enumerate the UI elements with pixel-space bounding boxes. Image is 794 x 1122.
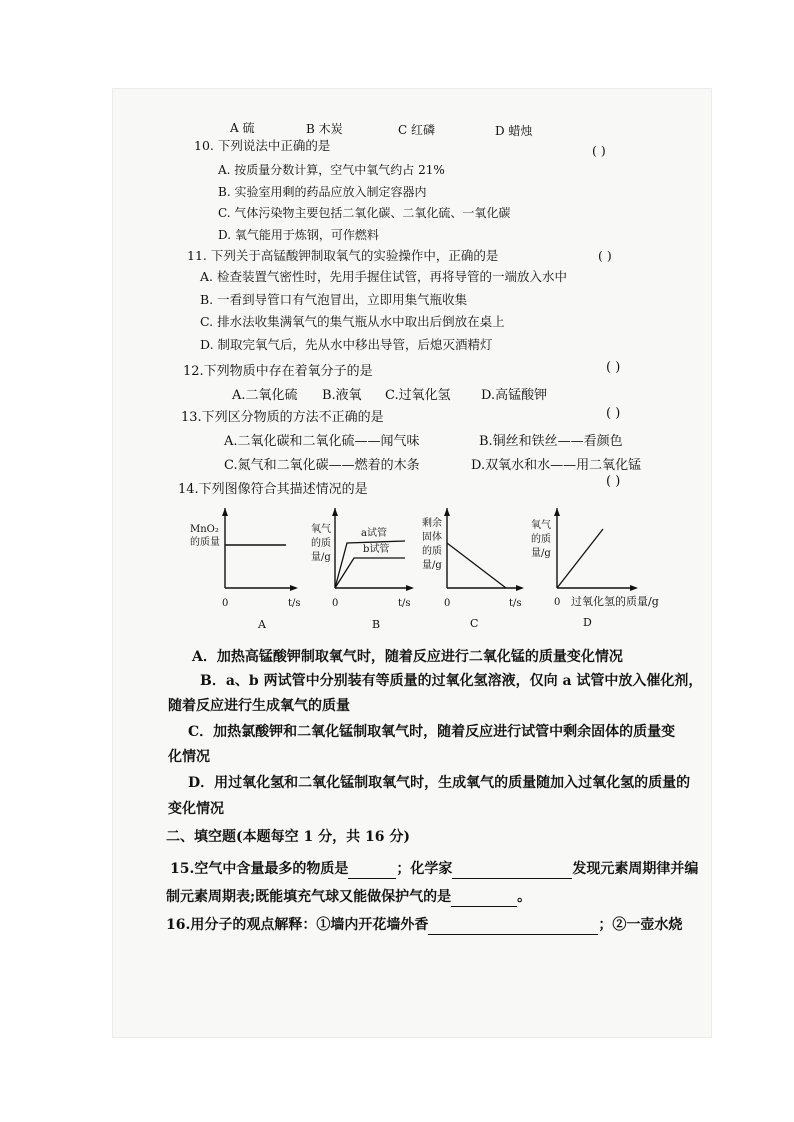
graph-c-xlabel: t/s <box>509 598 522 609</box>
q14-bracket: ( ) <box>606 474 621 489</box>
q14-stem: 14.下列图像符合其描述情况的是 <box>178 482 368 497</box>
q11-option-c: C. 排水法收集满氧气的集气瓶从水中取出后倒放在桌上 <box>200 314 505 329</box>
graph-d-letter: D <box>583 616 592 629</box>
q14-option-d: D．用过氧化氢和二氧化锰制取氧气时，生成氧气的质量随加入过氧化氢的质量的 <box>188 775 691 791</box>
q14-option-c-cont: 化情况 <box>168 749 210 765</box>
q9-option-a: A 硫 <box>230 121 255 135</box>
q15-blank-2[interactable] <box>452 864 572 879</box>
graph-c-letter: C <box>470 617 479 630</box>
graph-c <box>442 508 528 598</box>
graph-d-xlabel: 过氧化氢的质量/g <box>571 595 659 608</box>
graph-b-label-b: b试管 <box>363 544 390 555</box>
q13-option-c: C.氮气和二氧化碳——燃着的木条 <box>224 458 420 473</box>
q10-option-b: B. 实验室用剩的药品应放入制定容器内 <box>218 185 427 199</box>
graph-a-ylabel-1: MnO₂ <box>190 524 219 535</box>
graph-b-ylabel-2: 的质 <box>311 538 331 549</box>
graph-d-ylabel-3: 量/g <box>531 548 551 559</box>
q16-line1: 16.用分子的观点解释：①墙内开花墙外香 ；②一壶水烧 <box>166 917 683 933</box>
graph-c-ylabel-3: 的质 <box>422 546 442 557</box>
graph-d <box>552 508 642 598</box>
q15-line1: 15.空气中含量最多的物质是 ；化学家 发现元素周期律并编 <box>170 861 699 877</box>
q15-blank-1[interactable] <box>348 864 396 879</box>
graph-b-ylabel-1: 氧气 <box>311 524 331 535</box>
graph-c-ylabel-4: 量/g <box>422 560 442 571</box>
graph-b-ylabel-3: 量/g <box>311 552 331 563</box>
graph-c-line <box>447 543 506 588</box>
q14-option-b-cont: 随着反应进行生成氧气的质量 <box>168 698 350 714</box>
q10-stem: 10. 下列说法中正确的是 <box>194 138 331 153</box>
graph-a-letter: A <box>258 618 266 631</box>
q13-stem: 13.下列区分物质的方法不正确的是 <box>181 410 384 425</box>
graph-c-origin: 0 <box>444 598 451 609</box>
section2-title: 二、填空题(本题每空 1 分，共 16 分) <box>166 829 410 845</box>
graph-b-curve-b <box>335 558 405 588</box>
graph-a <box>220 508 300 598</box>
q10-option-d: D. 氧气能用于炼钢，可作燃料 <box>218 228 379 242</box>
graph-a-xlabel: t/s <box>288 598 301 609</box>
graph-c-ylabel-1: 剩余 <box>422 518 442 529</box>
q13-bracket: ( ) <box>606 406 621 421</box>
q13-option-d: D.双氧水和水——用二氧化锰 <box>471 458 642 473</box>
q12-stem: 12.下列物质中存在着氧分子的是 <box>183 364 373 379</box>
q10-option-a: A. 按质量分数计算，空气中氧气约占 21% <box>218 163 445 177</box>
q11-option-d: D. 制取完氧气后，先从水中移出导管，后熄灭酒精灯 <box>200 337 493 352</box>
q10-bracket: ( ) <box>592 143 606 158</box>
q9-option-d: D 蜡烛 <box>495 124 533 138</box>
q15-blank-3[interactable] <box>451 892 517 907</box>
graph-b-letter: B <box>372 618 381 631</box>
q14-option-c: C．加热氯酸钾和二氧化锰制取氧气时，随着反应进行试管中剩余固体的质量变 <box>188 724 676 740</box>
q16-blank-1[interactable] <box>428 920 598 935</box>
q15-line2: 制元素周期表;既能填充气球又能做保护气的是 。 <box>166 889 532 905</box>
q12-option-d: D.高锰酸钾 <box>481 388 548 403</box>
q13-option-a: A.二氧化碳和二氧化硫——闻气味 <box>224 434 420 449</box>
graph-b-label-a: a试管 <box>361 528 387 539</box>
q9-option-b: B 木炭 <box>306 122 343 136</box>
q11-stem: 11. 下列关于高锰酸钾制取氧气的实验操作中，正确的是 <box>187 248 499 263</box>
q14-option-b: B．a、b 两试管中分别装有等质量的过氧化氢溶液，仅向 a 试管中放入催化剂， <box>200 673 703 689</box>
graph-a-origin: 0 <box>222 598 229 609</box>
q12-option-c: C.过氧化氢 <box>385 388 451 403</box>
graph-d-ylabel-2: 的质 <box>531 534 551 545</box>
q12-bracket: ( ) <box>606 360 621 375</box>
graph-b-xlabel: t/s <box>398 598 411 609</box>
graph-a-ylabel-2: 的质量 <box>190 537 220 548</box>
q14-option-a: A．加热高锰酸钾制取氧气时，随着反应进行二氧化锰的质量变化情况 <box>192 649 623 665</box>
q11-bracket: ( ) <box>598 248 612 263</box>
q12-option-a: A.二氧化硫 <box>232 388 298 403</box>
graph-d-ylabel-1: 氧气 <box>531 520 551 531</box>
graph-c-ylabel-2: 固体 <box>422 532 442 543</box>
q14-option-d-cont: 变化情况 <box>168 801 224 817</box>
q13-option-b: B.铜丝和铁丝——看颜色 <box>479 434 623 449</box>
q12-option-b: B.液氧 <box>322 388 362 403</box>
graph-b-origin: 0 <box>332 598 339 609</box>
q11-option-a: A. 检查装置气密性时，先用手握住试管，再将导管的一端放入水中 <box>200 269 567 284</box>
graph-d-line <box>557 529 603 588</box>
q10-option-c: C. 气体污染物主要包括二氧化碳、二氧化硫、一氧化碳 <box>218 206 511 220</box>
q11-option-b: B. 一看到导管口有气泡冒出，立即用集气瓶收集 <box>200 292 468 307</box>
graph-d-origin: 0 <box>554 597 561 608</box>
q9-option-c: C 红磷 <box>398 123 435 137</box>
